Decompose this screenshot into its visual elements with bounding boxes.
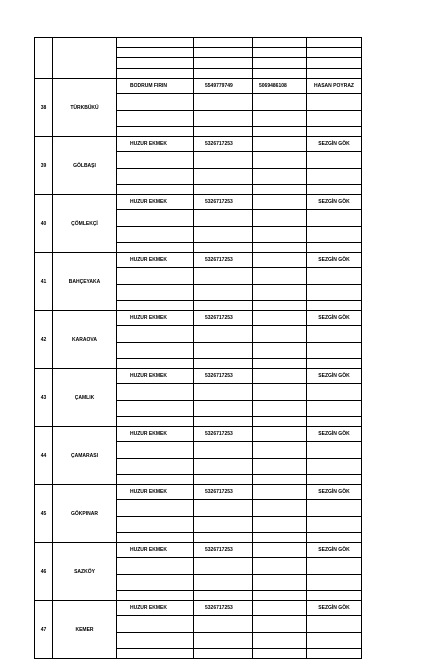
- empty-cell: [307, 58, 362, 69]
- empty-cell: [117, 633, 194, 649]
- phone-primary: 5326717253: [194, 137, 253, 152]
- empty-cell: [117, 591, 194, 601]
- empty-cell: [194, 152, 253, 169]
- empty-cell: [117, 127, 194, 137]
- empty-cell: [253, 417, 307, 427]
- table-row: [35, 311, 362, 326]
- table-row: [35, 253, 362, 268]
- phone-primary: 5326717253: [194, 311, 253, 326]
- phone-primary: 5326717253: [194, 195, 253, 210]
- place-name: SAZKÖY: [53, 543, 117, 601]
- contact-person: SEZGİN GÖK: [307, 137, 362, 152]
- phone-secondary: [253, 369, 307, 384]
- row-number: 41: [35, 253, 53, 311]
- empty-cell: [253, 533, 307, 543]
- empty-cell: [253, 285, 307, 301]
- bakery-name: HUZUR EKMEK: [117, 195, 194, 210]
- row-number: 40: [35, 195, 53, 253]
- phone-primary: 5326717253: [194, 427, 253, 442]
- empty-cell: [194, 401, 253, 417]
- contact-person: SEZGİN GÖK: [307, 427, 362, 442]
- empty-cell: [253, 591, 307, 601]
- empty-cell: [307, 69, 362, 79]
- empty-cell: [194, 649, 253, 659]
- empty-cell: [194, 169, 253, 185]
- empty-cell: [117, 152, 194, 169]
- table-row: [35, 195, 362, 210]
- table-row: [35, 427, 362, 442]
- empty-cell: [117, 94, 194, 111]
- bakery-name: HUZUR EKMEK: [117, 427, 194, 442]
- empty-cell: [194, 69, 253, 79]
- empty-cell: [194, 384, 253, 401]
- phone-secondary: [253, 543, 307, 558]
- place-name: ÇAMLIK: [53, 369, 117, 427]
- empty-cell: [307, 575, 362, 591]
- empty-cell: [117, 326, 194, 343]
- empty-cell: [194, 326, 253, 343]
- contact-person: SEZGİN GÖK: [307, 195, 362, 210]
- row-number: [35, 38, 53, 79]
- phone-secondary: [253, 38, 307, 48]
- place-name: GÖKPINAR: [53, 485, 117, 543]
- empty-cell: [253, 227, 307, 243]
- table-row: [35, 38, 362, 48]
- empty-cell: [307, 475, 362, 485]
- empty-cell: [253, 575, 307, 591]
- empty-cell: [253, 268, 307, 285]
- empty-cell: [307, 384, 362, 401]
- bakery-name: [117, 38, 194, 48]
- phone-primary: 5326717253: [194, 369, 253, 384]
- empty-cell: [253, 343, 307, 359]
- empty-cell: [307, 591, 362, 601]
- empty-cell: [117, 401, 194, 417]
- row-number: 42: [35, 311, 53, 369]
- contact-person: [307, 38, 362, 48]
- row-number: 46: [35, 543, 53, 601]
- empty-cell: [253, 649, 307, 659]
- empty-cell: [307, 401, 362, 417]
- empty-cell: [307, 243, 362, 253]
- empty-cell: [117, 343, 194, 359]
- empty-cell: [117, 517, 194, 533]
- empty-cell: [194, 111, 253, 127]
- table-row: [35, 601, 362, 616]
- place-name: TÜRKBÜKÜ: [53, 79, 117, 137]
- phone-secondary: [253, 137, 307, 152]
- contact-person: SEZGİN GÖK: [307, 253, 362, 268]
- empty-cell: [194, 442, 253, 459]
- empty-cell: [117, 48, 194, 58]
- empty-cell: [307, 111, 362, 127]
- empty-cell: [194, 500, 253, 517]
- empty-cell: [117, 417, 194, 427]
- phone-secondary: [253, 253, 307, 268]
- bakery-name: HUZUR EKMEK: [117, 485, 194, 500]
- empty-cell: [253, 301, 307, 311]
- bakery-name: BODRUM FIRIN: [117, 79, 194, 94]
- empty-cell: [117, 268, 194, 285]
- place-name: BAHÇEYAKA: [53, 253, 117, 311]
- table-row: [35, 543, 362, 558]
- phone-primary: 5326717253: [194, 253, 253, 268]
- empty-cell: [117, 69, 194, 79]
- empty-cell: [117, 359, 194, 369]
- row-number: 47: [35, 601, 53, 659]
- empty-cell: [307, 326, 362, 343]
- empty-cell: [253, 633, 307, 649]
- empty-cell: [307, 169, 362, 185]
- empty-cell: [307, 185, 362, 195]
- row-number: 43: [35, 369, 53, 427]
- table-row: [35, 485, 362, 500]
- empty-cell: [253, 475, 307, 485]
- bakery-name: HUZUR EKMEK: [117, 369, 194, 384]
- empty-cell: [307, 301, 362, 311]
- empty-cell: [307, 94, 362, 111]
- table-row: [35, 137, 362, 152]
- bakery-name: HUZUR EKMEK: [117, 137, 194, 152]
- empty-cell: [194, 417, 253, 427]
- phone-primary: 5326717253: [194, 601, 253, 616]
- empty-cell: [117, 442, 194, 459]
- empty-cell: [194, 210, 253, 227]
- empty-cell: [117, 649, 194, 659]
- contact-person: SEZGİN GÖK: [307, 601, 362, 616]
- empty-cell: [117, 575, 194, 591]
- empty-cell: [194, 185, 253, 195]
- empty-cell: [194, 227, 253, 243]
- phone-secondary: [253, 427, 307, 442]
- place-name: ÇAMARASI: [53, 427, 117, 485]
- empty-cell: [253, 459, 307, 475]
- empty-cell: [253, 243, 307, 253]
- empty-cell: [194, 517, 253, 533]
- empty-cell: [194, 301, 253, 311]
- phone-secondary: [253, 485, 307, 500]
- empty-cell: [307, 343, 362, 359]
- empty-cell: [253, 359, 307, 369]
- empty-cell: [117, 210, 194, 227]
- bakery-name: HUZUR EKMEK: [117, 601, 194, 616]
- bakery-name: HUZUR EKMEK: [117, 543, 194, 558]
- empty-cell: [117, 58, 194, 69]
- empty-cell: [117, 185, 194, 195]
- empty-cell: [307, 616, 362, 633]
- table-row: [35, 79, 362, 94]
- empty-cell: [253, 127, 307, 137]
- empty-cell: [117, 558, 194, 575]
- empty-cell: [253, 58, 307, 69]
- empty-cell: [253, 558, 307, 575]
- empty-cell: [253, 94, 307, 111]
- empty-cell: [253, 500, 307, 517]
- empty-cell: [194, 48, 253, 58]
- place-name: KEMER: [53, 601, 117, 659]
- phone-primary: 5326717253: [194, 543, 253, 558]
- empty-cell: [307, 442, 362, 459]
- empty-cell: [253, 111, 307, 127]
- empty-cell: [194, 58, 253, 69]
- phone-secondary: [253, 601, 307, 616]
- empty-cell: [307, 500, 362, 517]
- contact-person: SEZGİN GÖK: [307, 485, 362, 500]
- empty-cell: [307, 285, 362, 301]
- bakery-name: HUZUR EKMEK: [117, 311, 194, 326]
- phone-primary: [194, 38, 253, 48]
- empty-cell: [307, 152, 362, 169]
- empty-cell: [253, 616, 307, 633]
- empty-cell: [194, 459, 253, 475]
- contact-person: SEZGİN GÖK: [307, 311, 362, 326]
- empty-cell: [117, 500, 194, 517]
- empty-cell: [194, 558, 253, 575]
- empty-cell: [307, 268, 362, 285]
- row-number: 39: [35, 137, 53, 195]
- empty-cell: [194, 343, 253, 359]
- empty-cell: [117, 533, 194, 543]
- empty-cell: [194, 127, 253, 137]
- empty-cell: [117, 227, 194, 243]
- phone-secondary: [253, 195, 307, 210]
- empty-cell: [194, 268, 253, 285]
- contact-person: SEZGİN GÖK: [307, 369, 362, 384]
- empty-cell: [117, 616, 194, 633]
- place-name: GÖLBAŞI: [53, 137, 117, 195]
- empty-cell: [253, 152, 307, 169]
- place-name: ÇÖMLEKÇİ: [53, 195, 117, 253]
- empty-cell: [253, 210, 307, 227]
- empty-cell: [117, 111, 194, 127]
- contact-person: HASAN POYRAZ: [307, 79, 362, 94]
- empty-cell: [253, 48, 307, 58]
- empty-cell: [194, 591, 253, 601]
- empty-cell: [117, 169, 194, 185]
- empty-cell: [117, 459, 194, 475]
- phone-primary: 5549779749: [194, 79, 253, 94]
- empty-cell: [194, 359, 253, 369]
- empty-cell: [307, 127, 362, 137]
- empty-cell: [194, 94, 253, 111]
- empty-cell: [117, 301, 194, 311]
- row-number: 44: [35, 427, 53, 485]
- empty-cell: [194, 285, 253, 301]
- empty-cell: [253, 442, 307, 459]
- empty-cell: [307, 633, 362, 649]
- place-name: [53, 38, 117, 79]
- empty-cell: [117, 384, 194, 401]
- empty-cell: [253, 169, 307, 185]
- row-number: 45: [35, 485, 53, 543]
- empty-cell: [253, 326, 307, 343]
- empty-cell: [307, 459, 362, 475]
- empty-cell: [307, 517, 362, 533]
- empty-cell: [253, 185, 307, 195]
- table-row: [35, 369, 362, 384]
- empty-cell: [307, 359, 362, 369]
- empty-cell: [307, 227, 362, 243]
- empty-cell: [307, 417, 362, 427]
- bakery-table: [34, 37, 362, 659]
- empty-cell: [307, 558, 362, 575]
- empty-cell: [253, 401, 307, 417]
- empty-cell: [194, 243, 253, 253]
- empty-cell: [307, 210, 362, 227]
- empty-cell: [194, 475, 253, 485]
- empty-cell: [253, 69, 307, 79]
- empty-cell: [194, 533, 253, 543]
- place-name: KARAOVA: [53, 311, 117, 369]
- empty-cell: [117, 475, 194, 485]
- empty-cell: [307, 48, 362, 58]
- empty-cell: [307, 649, 362, 659]
- empty-cell: [194, 633, 253, 649]
- row-number: 38: [35, 79, 53, 137]
- empty-cell: [307, 533, 362, 543]
- empty-cell: [253, 384, 307, 401]
- phone-primary: 5326717253: [194, 485, 253, 500]
- empty-cell: [194, 575, 253, 591]
- contact-person: SEZGİN GÖK: [307, 543, 362, 558]
- empty-cell: [117, 243, 194, 253]
- bakery-name: HUZUR EKMEK: [117, 253, 194, 268]
- empty-cell: [117, 285, 194, 301]
- empty-cell: [194, 616, 253, 633]
- phone-secondary: [253, 311, 307, 326]
- empty-cell: [253, 517, 307, 533]
- phone-secondary: 5069486108: [253, 79, 307, 94]
